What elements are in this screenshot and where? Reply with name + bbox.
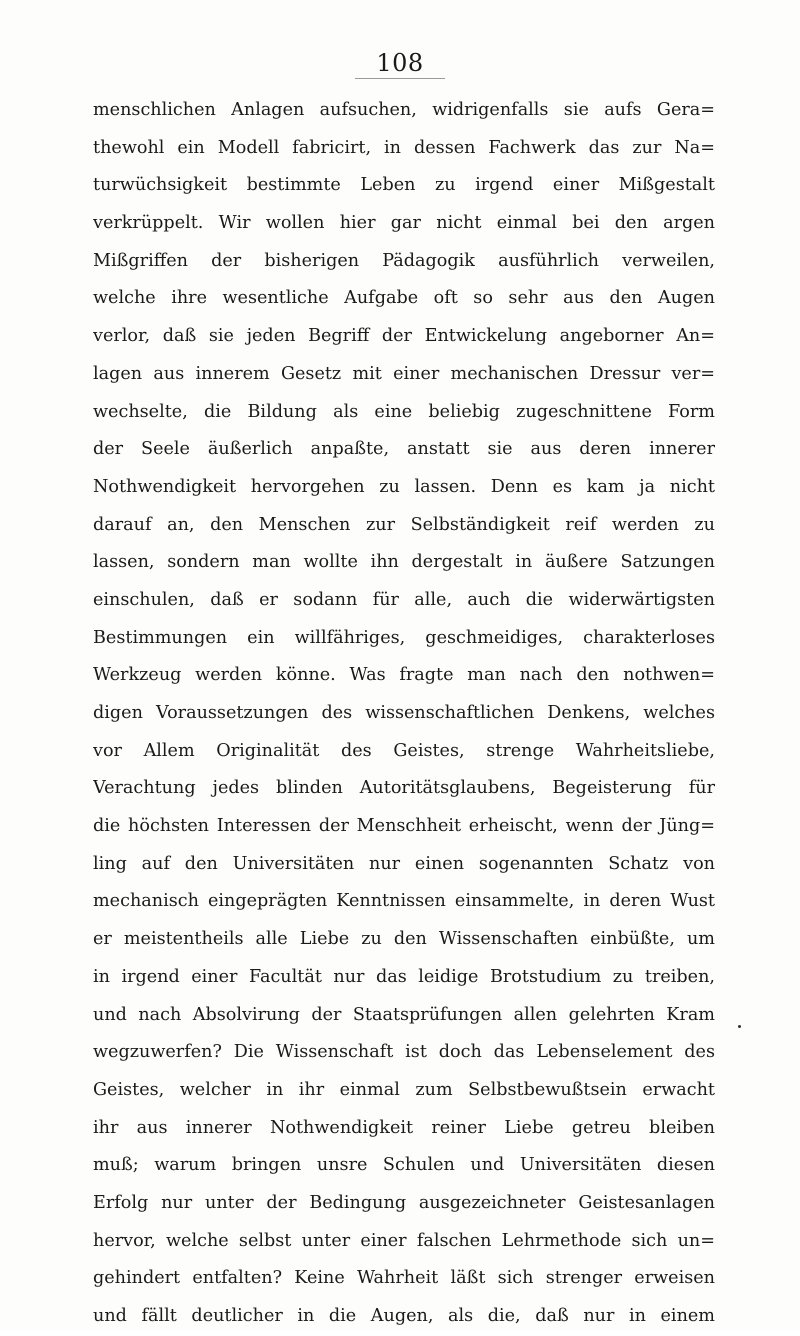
text-line: darauf an, den Menschen zur Selbständigkeit reif werden zu [93, 514, 715, 535]
text-line: Werkzeug werden könne. Was fragte man nach den nothwen= [93, 665, 715, 686]
text-line: lagen aus innerem Gesetz mit einer mechanischen Dressur ver= [93, 363, 715, 384]
text-line: wegzuwerfen? Die Wissenschaft ist doch das Lebenselement des [93, 1042, 715, 1063]
body-text [93, 92, 715, 1336]
text-line: er meistentheils alle Liebe zu den Wissenschaften einbüßte, um [93, 929, 715, 950]
text-line: thewohl ein Modell fabricirt, in dessen Fachwerk das zur Na= [93, 137, 715, 158]
text-line: wechselte, die Bildung als eine beliebig zugeschnittene Form [93, 401, 715, 422]
text-line: und nach Absolvirung der Staatsprüfungen allen gelehrten Kram [93, 1004, 715, 1025]
text-line: menschlichen Anlagen aufsuchen, widrigenfalls sie aufs Gera= [93, 100, 715, 120]
text-line: turwüchsigkeit bestimmte Leben zu irgend einer Mißgestalt [93, 175, 715, 196]
text-line: mechanisch eingeprägten Kenntnissen einsammelte, in deren Wust [93, 891, 715, 912]
text-line: welche ihre wesentliche Aufgabe oft so sehr aus den Augen [93, 288, 715, 309]
text-line: und fällt deutlicher in die Augen, als die, daß nur in einem [93, 1306, 715, 1326]
text-line: Verachtung jedes blinden Autoritätsglaubens, Begeisterung für [93, 778, 715, 799]
text-line: Geistes, welcher in ihr einmal zum Selbstbewußtsein erwacht [93, 1079, 715, 1100]
text-line: ihr aus innerer Nothwendigkeit reiner Liebe getreu bleiben [93, 1117, 715, 1138]
text-line: Mißgriffen der bisherigen Pädagogik ausführlich verweilen, [93, 250, 715, 271]
text-line: verlor, daß sie jeden Begriff der Entwickelung angeborner An= [93, 326, 715, 347]
text-line: Nothwendigkeit hervorgehen zu lassen. Denn es kam ja nicht [93, 476, 715, 497]
text-line: muß; warum bringen unsre Schulen und Universitäten diesen [93, 1155, 715, 1176]
text-line: gehindert entfalten? Keine Wahrheit läßt sich strenger erweisen [93, 1268, 715, 1289]
text-line: Bestimmungen ein willfähriges, geschmeidiges, charakterloses [93, 627, 715, 648]
margin-mark [738, 1025, 741, 1028]
text-line: verkrüppelt. Wir wollen hier gar nicht einmal bei den argen [93, 213, 715, 234]
text-line: hervor, welche selbst unter einer falschen Lehrmethode sich un= [93, 1230, 715, 1251]
text-line: Erfolg nur unter der Bedingung ausgezeichneter Geistesanlagen [93, 1192, 715, 1213]
text-line: der Seele äußerlich anpaßte, anstatt sie aus deren innerer [93, 439, 715, 460]
page-number: 108 [376, 49, 424, 77]
text-line: ling auf den Universitäten nur einen sogenannten Schatz von [93, 853, 715, 874]
text-line: vor Allem Originalität des Geistes, strenge Wahrheitsliebe, [93, 740, 715, 761]
text-line: die höchsten Interessen der Menschheit erheischt, wenn der Jüng= [93, 816, 715, 837]
page-number-underline [355, 78, 445, 79]
text-line: in irgend einer Facultät nur das leidige Brotstudium zu treiben, [93, 966, 715, 987]
text-line: lassen, sondern man wollte ihn dergestalt in äußere Satzungen [93, 552, 715, 573]
text-line: einschulen, daß er sodann für alle, auch die widerwärtigsten [93, 589, 715, 610]
text-line: digen Voraussetzungen des wissenschaftlichen Denkens, welches [93, 703, 715, 723]
